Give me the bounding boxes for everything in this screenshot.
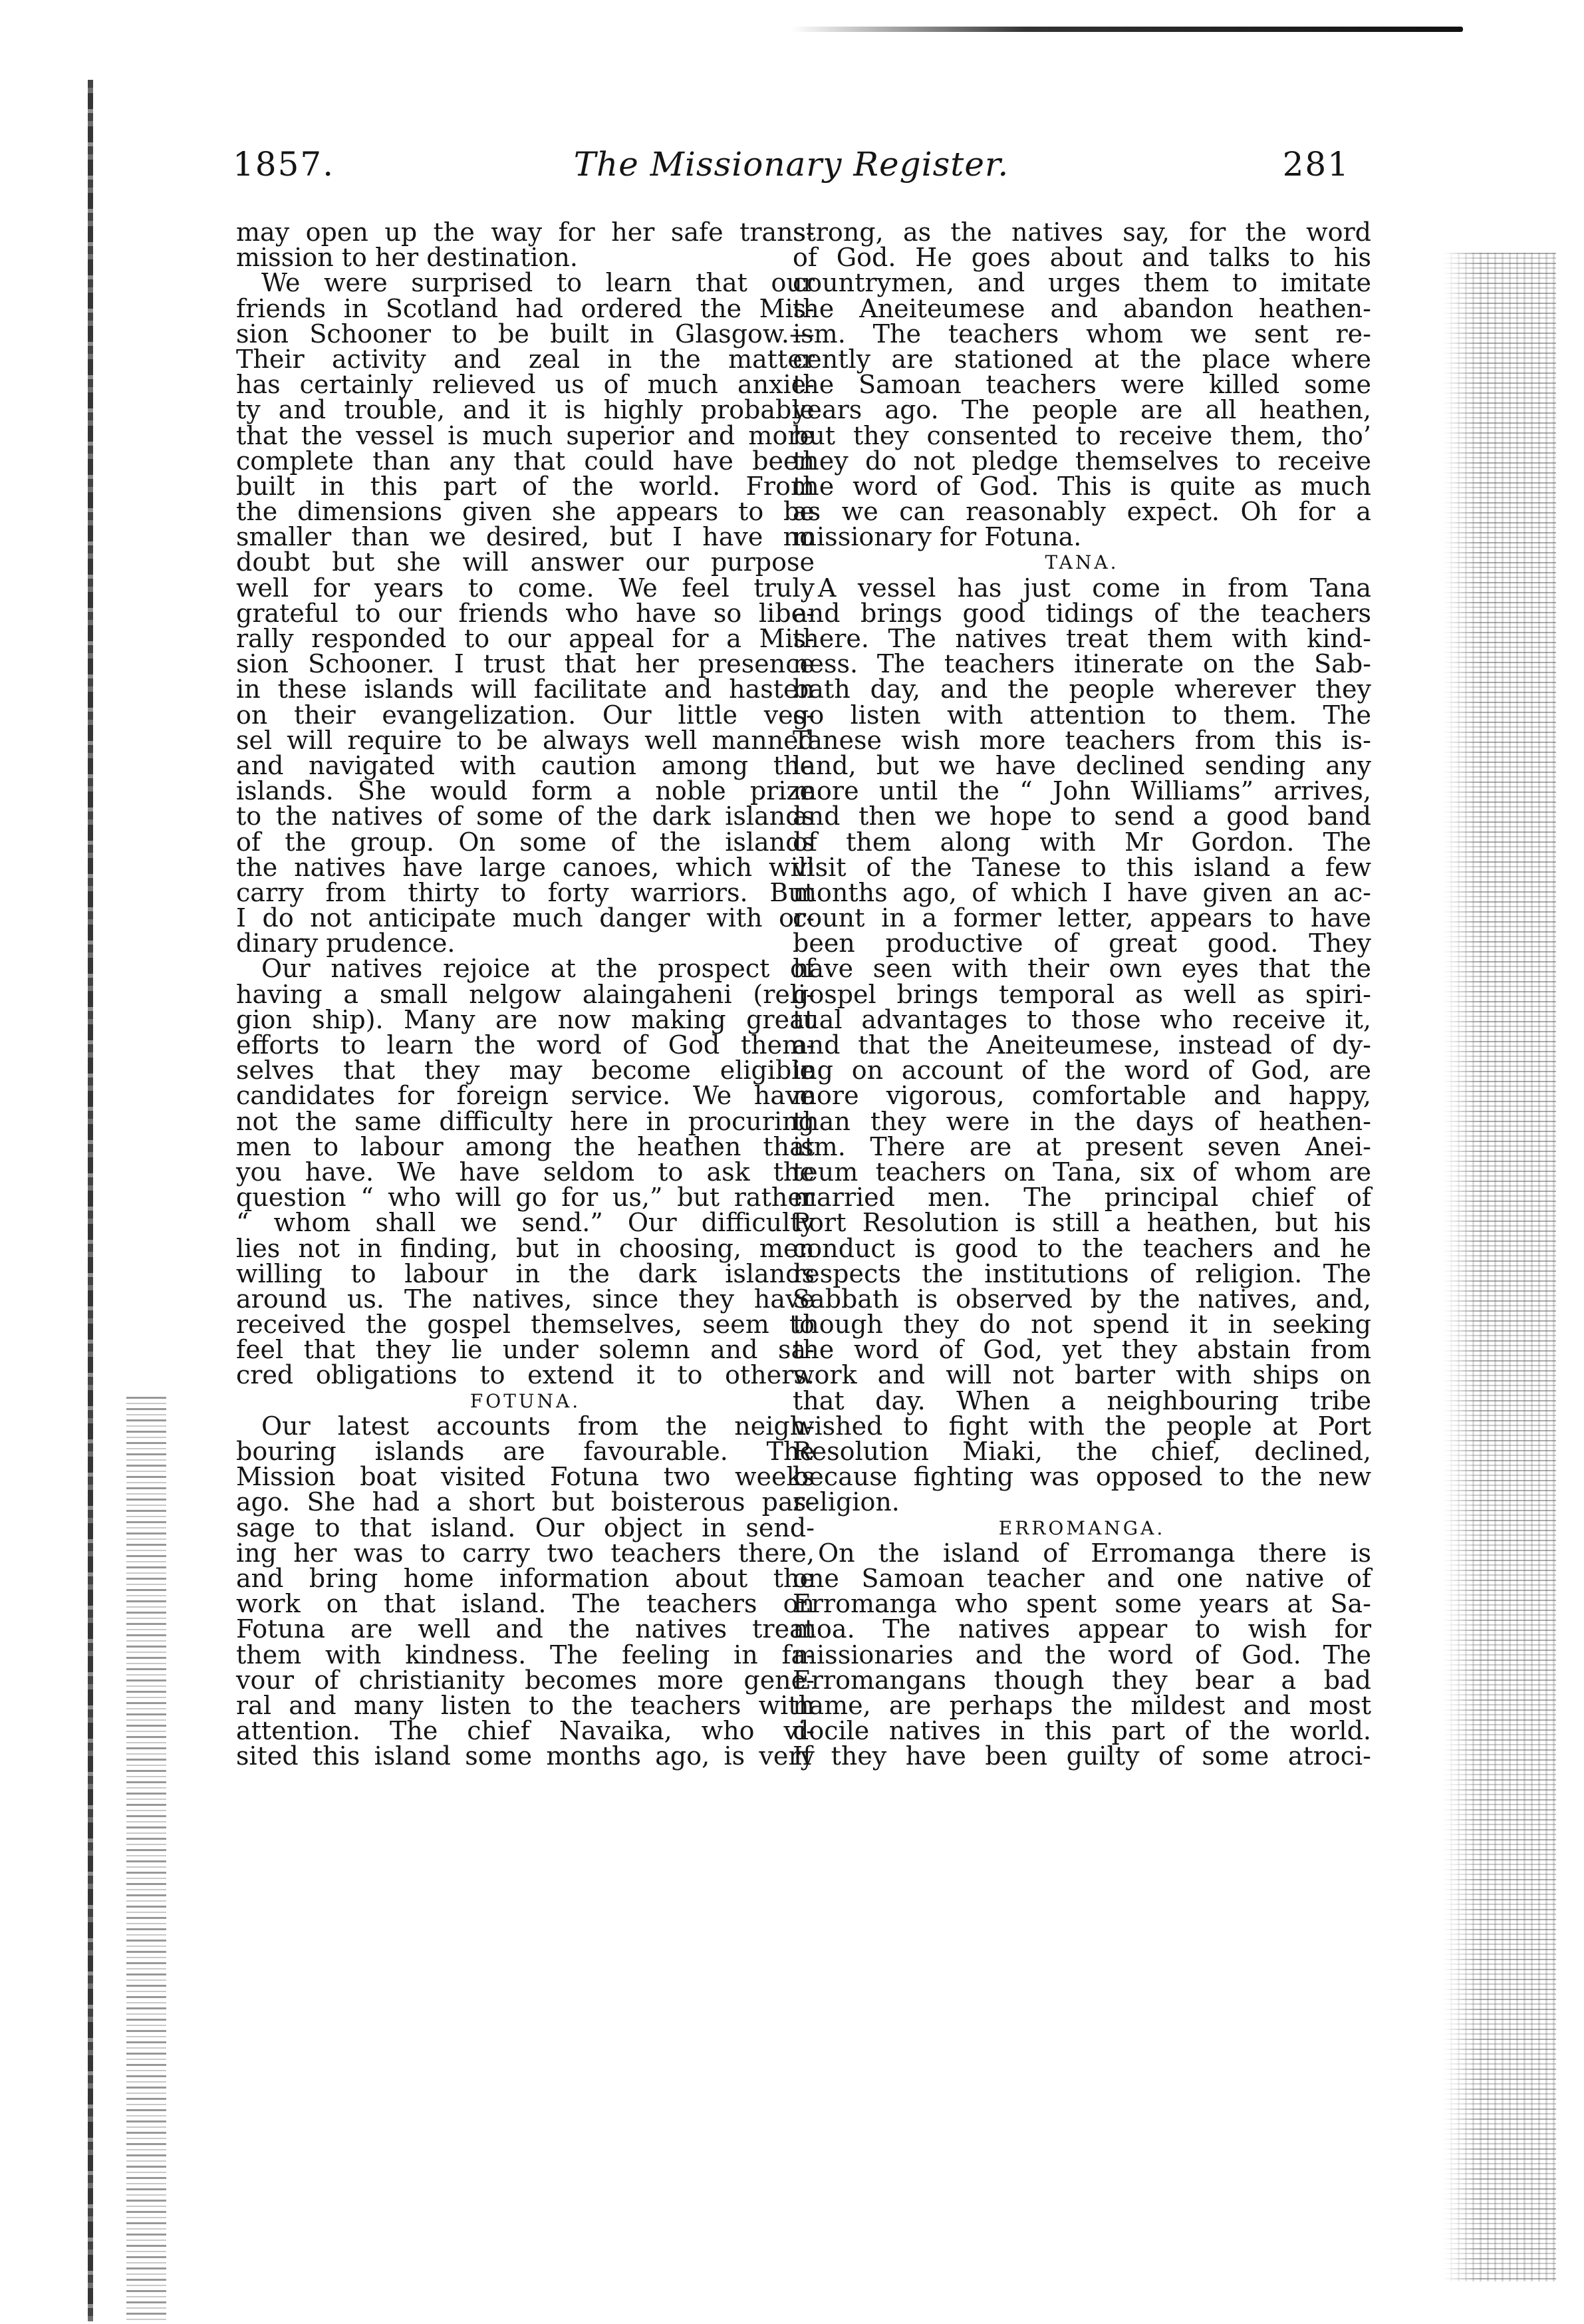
text-line: the Aneiteumese and abandon heathen- — [793, 293, 1371, 323]
text-line: of the group. On some of the islands — [236, 827, 815, 857]
text-line: Port Resolution is still a heathen, but his — [793, 1208, 1371, 1238]
text-line: countrymen, and urges them to imitate — [793, 268, 1371, 298]
text-line: of God. He goes about and talks to his — [793, 243, 1371, 273]
text-line: and then we hope to send a good band — [793, 801, 1371, 831]
text-line: and that the Aneiteumese, instead of dy- — [793, 1030, 1371, 1060]
text-line: Resolution Miaki, the chief, declined, — [793, 1437, 1371, 1466]
text-line: gospel brings temporal as well as spiri- — [793, 979, 1371, 1009]
text-line: conduct is good to the teachers and he — [793, 1233, 1371, 1263]
text-line: work on that island. The teachers on — [236, 1589, 815, 1619]
text-line: Erromanga who spent some years at Sa- — [793, 1589, 1371, 1619]
text-line: sage to that island. Our object in send- — [236, 1513, 815, 1542]
text-line: friends in Scotland had ordered the Mis- — [236, 293, 815, 323]
binding-gutter-line — [88, 80, 93, 2321]
text-line: married men. The principal chief of — [793, 1183, 1371, 1213]
text-line: gion ship). Many are now making great — [236, 1004, 815, 1034]
text-line: carry from thirty to forty warriors. But — [236, 877, 815, 907]
text-line: not the same difficulty here in procuring — [236, 1106, 815, 1136]
text-line: willing to labour in the dark islands — [236, 1258, 815, 1288]
text-line: but they consented to receive them, tho’ — [793, 420, 1371, 450]
text-line: respects the institutions of religion. The — [793, 1258, 1371, 1288]
text-line: they do not pledge themselves to receive — [793, 446, 1371, 476]
text-line: though they do not spend it in seeking — [793, 1310, 1371, 1340]
text-line: go listen with attention to them. The — [793, 700, 1371, 730]
text-line: visit of the Tanese to this island a few — [793, 852, 1371, 882]
text-line: name, are perhaps the mildest and most — [793, 1690, 1371, 1720]
text-line: selves that they may become eligible — [236, 1056, 815, 1086]
text-line: sion Schooner to be built in Glasgow.— — [236, 319, 815, 349]
text-line: more until the “ John Williams” arrives, — [793, 776, 1371, 806]
text-line: months ago, of which I have given an ac- — [793, 877, 1371, 907]
text-line: ism. The teachers whom we sent re- — [793, 319, 1371, 349]
text-line: mission to her destination. — [236, 243, 578, 273]
text-line: docile natives in this part of the world. — [793, 1716, 1371, 1746]
text-line: vour of christianity becomes more gene- — [236, 1665, 815, 1695]
text-line: Mission boat visited Fotuna two weeks — [236, 1462, 815, 1492]
text-line: on their evangelization. Our little ves- — [236, 700, 815, 730]
text-line: feel that they lie under solemn and sa- — [236, 1335, 815, 1365]
text-line: men to labour among the heathen that — [236, 1131, 815, 1161]
text-line: efforts to learn the word of God them- — [236, 1030, 815, 1060]
text-line: attention. The chief Navaika, who vi- — [236, 1716, 815, 1746]
text-line: may open up the way for her safe trans- — [236, 218, 815, 247]
text-line: and navigated with caution among the — [236, 750, 815, 780]
text-line: have seen with their own eyes that the — [793, 954, 1371, 984]
text-line: wished to fight with the people at Port — [793, 1411, 1371, 1441]
binding-gutter-shadow — [126, 1397, 166, 2321]
text-line: one Samoan teacher and one native of — [793, 1563, 1371, 1593]
text-line: than they were in the days of heathen- — [793, 1106, 1371, 1136]
text-line: ness. The teachers itinerate on the Sab- — [793, 649, 1371, 679]
text-line: bath day, and the people wherever they — [793, 674, 1371, 704]
text-line: smaller than we desired, but I have no — [236, 522, 815, 552]
section-heading: ERROMANGA. — [998, 1517, 1166, 1539]
text-line: missionaries and the word of God. The — [793, 1640, 1371, 1670]
text-line: been productive of great good. They — [793, 929, 1371, 958]
text-line: Our natives rejoice at the prospect of — [261, 954, 815, 984]
text-line: having a small nelgow alaingaheni (reli- — [236, 979, 815, 1009]
text-line: ism. There are at present seven Anei- — [793, 1131, 1371, 1161]
text-line: the Samoan teachers were killed some — [793, 370, 1371, 400]
text-line: I do not anticipate much danger with or- — [236, 903, 815, 933]
text-line: ty and trouble, and it is highly probable — [236, 395, 815, 425]
text-line: in these islands will facilitate and hasten — [236, 674, 815, 704]
text-line: around us. The natives, since they have — [236, 1284, 815, 1314]
text-line: tual advantages to those who receive it, — [793, 1004, 1371, 1034]
text-line: count in a former letter, appears to have — [793, 903, 1371, 933]
text-line: strong, as the natives say, for the word — [793, 218, 1371, 247]
page-edge-noise — [1443, 253, 1556, 2281]
text-line: grateful to our friends who have so libe- — [236, 598, 815, 628]
text-line: of them along with Mr Gordon. The — [793, 827, 1371, 857]
text-line: ago. She had a short but boisterous pas- — [236, 1487, 815, 1517]
text-line: cently are stationed at the place where — [793, 344, 1371, 374]
text-line: the word of God, yet they abstain from — [793, 1335, 1371, 1365]
text-line: the dimensions given she appears to be — [236, 497, 815, 527]
text-line: them with kindness. The feeling in fa- — [236, 1640, 815, 1670]
text-line: Fotuna are well and the natives treat — [236, 1614, 815, 1644]
text-line: “ whom shall we send.” Our difficulty — [236, 1208, 815, 1238]
text-line: complete than any that could have been — [236, 446, 815, 476]
header-year: 1857. — [233, 145, 335, 184]
running-header — [233, 145, 1350, 205]
text-line: Their activity and zeal in the matter — [236, 344, 815, 374]
text-line: has certainly relieved us of much anxie- — [236, 370, 815, 400]
text-line: dinary prudence. — [236, 929, 456, 958]
text-line: ing her was to carry two teachers there, — [236, 1538, 815, 1568]
section-heading: FOTUNA. — [469, 1389, 581, 1412]
text-line: because fighting was opposed to the new — [793, 1462, 1371, 1492]
header-title: The Missionary Register. — [573, 145, 1009, 184]
text-line: islands. She would form a noble prize — [236, 776, 815, 806]
text-line: that day. When a neighbouring tribe — [793, 1385, 1371, 1415]
text-line: the natives have large canoes, which will — [236, 852, 815, 882]
text-line: and brings good tidings of the teachers — [793, 598, 1371, 628]
text-line: Sabbath is observed by the natives, and, — [793, 1284, 1371, 1314]
text-line: ing on account of the word of God, are — [793, 1056, 1371, 1086]
text-line: there. The natives treat them with kind- — [793, 624, 1371, 653]
text-line: On the island of Erromanga there is — [818, 1538, 1371, 1568]
text-line: cred obligations to extend it to others. — [236, 1360, 815, 1390]
text-line: doubt but she will answer our purpose — [236, 547, 815, 577]
text-line: Our latest accounts from the neigh- — [261, 1411, 815, 1441]
text-line: you have. We have seldom to ask the — [236, 1157, 815, 1187]
text-line: question “ who will go for us,” but rather — [236, 1183, 815, 1213]
text-line: ral and many listen to the teachers with — [236, 1690, 815, 1720]
text-line: religion. — [793, 1487, 900, 1517]
text-line: years ago. The people are all heathen, — [793, 395, 1371, 425]
text-line: to the natives of some of the dark islands — [236, 801, 815, 831]
text-line: moa. The natives appear to wish for — [793, 1614, 1371, 1644]
text-line: sion Schooner. I trust that her presence — [236, 649, 815, 679]
left-column — [236, 219, 815, 1769]
text-line: sel will require to be always well manned — [236, 725, 815, 755]
text-line: sited this island some months ago, is very — [236, 1741, 815, 1771]
text-line: the word of God. This is quite as much — [793, 471, 1371, 501]
text-line: Tanese wish more teachers from this is- — [793, 725, 1371, 755]
text-line: candidates for foreign service. We have — [236, 1081, 815, 1111]
text-line: Erromangans though they bear a bad — [793, 1665, 1371, 1695]
text-line: well for years to come. We feel truly — [236, 573, 815, 603]
text-line: built in this part of the world. From — [236, 471, 815, 501]
text-line: rally responded to our appeal for a Mis- — [236, 624, 815, 653]
text-line: missionary for Fotuna. — [793, 522, 1082, 552]
text-line: teum teachers on Tana, six of whom are — [793, 1157, 1371, 1187]
text-line: lies not in finding, but in choosing, men — [236, 1233, 815, 1263]
right-column — [793, 219, 1371, 1769]
section-heading: TANA. — [1045, 551, 1119, 574]
text-line: received the gospel themselves, seem to — [236, 1310, 815, 1340]
text-line: We were surprised to learn that our — [261, 268, 815, 298]
text-line: as we can reasonably expect. Oh for a — [793, 497, 1371, 527]
top-rule — [791, 27, 1463, 32]
text-line: and bring home information about the — [236, 1563, 815, 1593]
text-line: more vigorous, comfortable and happy, — [793, 1081, 1371, 1111]
text-line: If they have been guilty of some atroci- — [793, 1741, 1371, 1771]
text-line: A vessel has just come in from Tana — [818, 573, 1371, 603]
text-line: that the vessel is much superior and more — [236, 420, 815, 450]
text-line: work and will not barter with ships on — [793, 1360, 1371, 1390]
page-number: 281 — [1282, 145, 1350, 184]
text-line: land, but we have declined sending any — [793, 750, 1371, 780]
text-line: bouring islands are favourable. The — [236, 1437, 815, 1466]
